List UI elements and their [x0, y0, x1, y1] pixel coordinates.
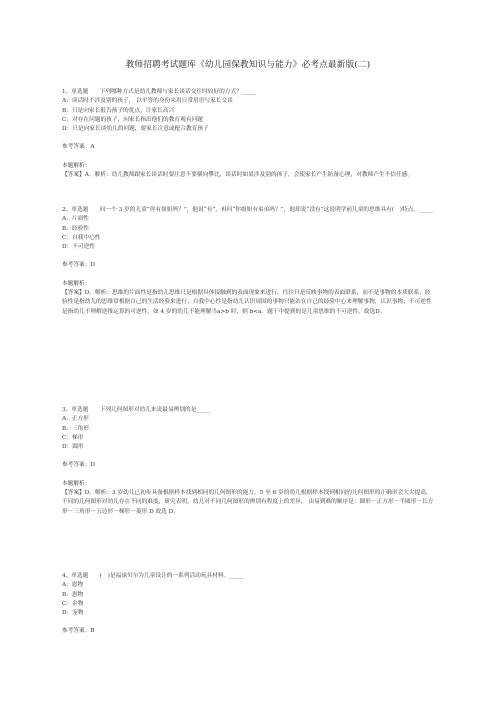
option-d: D：只是向家长谈幼儿的问题，要家长注意或配合教育孩子 — [62, 126, 209, 133]
option-d: D：宠物 — [62, 610, 84, 617]
analysis-text: 【答案】A。解析：幼儿教师跟家长谈话时要注意不要横向攀比，谈话时如果涉及别的孩子，会使家长产生防备心理，对教师产生不信任感。 — [62, 172, 414, 179]
analysis-title: 本题解析： — [62, 480, 91, 487]
question-3 — [62, 406, 434, 517]
option-a: A：谈话时不涉及别的孩子， 以平等的身份采用日常用语与家长交谈 — [62, 98, 233, 105]
analysis-text: 【答案】D。解析：思维的片面性是指幼儿思维只是根据具体接触到的表面现象来进行，往往只是反映事物的表面联系，而不是事物的本质联系；经验性是指幼儿的思维常根据自己的生活经验来进行；自我中心性是指幼儿认识周围的事物只能站在自己的经验中心来理解事物，认识事物；不可逆性是指幼儿不理解逆推运算的可逆性，如 4 岁的幼儿不能理解当a>b 时，则 b<a。题干中提到的是儿童思维的不可逆性，故选D。 — [62, 290, 432, 315]
option-d: D：圆形 — [62, 444, 84, 451]
analysis-title: 本题解析： — [62, 280, 91, 287]
option-a: A：正方形 — [62, 416, 89, 423]
reference-answer: 参考答案：B — [62, 628, 95, 635]
question-stem: 2、单选题 问一个 3 岁的儿童“你有姐姐吗？”，他说“有”，再问“你姐姐有弟弟吗？”，他却说“没有”这说明学前儿童的思维具有( )特点。_____ — [62, 207, 434, 213]
option-b: B：只是向家长报告孩子的优点，让家长高兴 — [62, 107, 175, 114]
reference-answer: 参考答案：D — [62, 262, 95, 269]
question-4 — [62, 572, 434, 637]
question-stem: 1、单选题 下列哪种方式是幼儿教师与家长谈话交往时较好的方式？_____ — [62, 89, 257, 95]
question-stem: 3、单选题 下列几何图形对幼儿来说最易辨别的是_____ — [62, 407, 211, 413]
reference-answer: 参考答案：D — [62, 462, 95, 469]
option-a: A：片面性 — [62, 216, 89, 223]
analysis-text: 【答案】D。解析：3 岁幼儿已初步具备根据样本找到相同的几何图形的能力，5 至 6 岁的幼儿根据样本找到相同的几何图形的正确率会大大提高，不同的几何图形对幼儿存在不同的难度，研究表明，幼儿对不同几何图形的辨别有程度上的差异， 由易到难的顺序是：圆形－正方形－半圆形－长方形－三角形－五边形－梯形－菱形 D 故选 D。 — [62, 490, 434, 515]
analysis-title: 本题解析： — [62, 162, 91, 169]
option-c: C：对存在问题的孩子，向家长指出他们的教育观有问题 — [62, 116, 203, 123]
page-title: 教师招聘考试题库《幼儿园保教知识与能力》必考点最新版(二) — [125, 60, 371, 70]
question-2 — [62, 206, 434, 317]
option-c: C：自我中心性 — [62, 234, 101, 241]
option-b: B：恩物 — [62, 591, 84, 598]
reference-answer: 参考答案：A — [62, 144, 95, 151]
option-c: C：梯形 — [62, 434, 84, 441]
question-stem: 4、单选题 ( )是福禄贝尔为儿童设计的一系列活动玩具材料。_____ — [62, 573, 244, 579]
option-b: B：经验性 — [62, 225, 89, 232]
question-1 — [62, 88, 434, 180]
option-b: B：三角形 — [62, 425, 89, 432]
option-c: C：金物 — [62, 600, 84, 607]
option-a: A：恩物 — [62, 582, 84, 589]
option-d: D：不可逆性 — [62, 244, 95, 251]
